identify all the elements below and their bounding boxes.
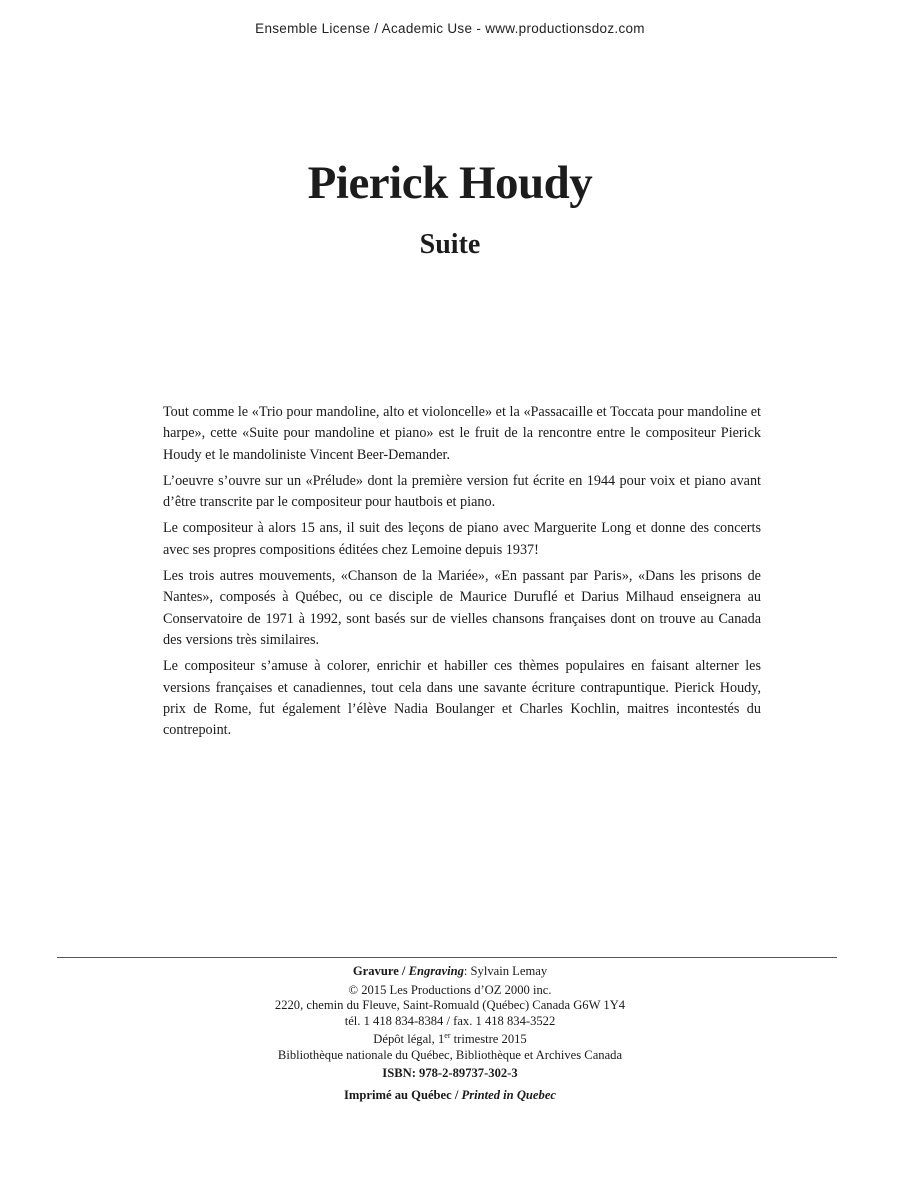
legal-deposit-text: Dépôt légal, 1 xyxy=(373,1032,445,1046)
libraries-line: Bibliothèque nationale du Québec, Bibliothèque et Archives Canada xyxy=(277,1047,623,1062)
publisher-address: 2220, chemin du Fleuve, Saint-Romuald (Québec) Canada G6W 1Y4 xyxy=(274,998,626,1012)
copyright-line: © 2015 Les Productions d’OZ 2000 inc. xyxy=(348,982,552,997)
intro-text xyxy=(163,402,761,746)
publisher-phone: tél. 1 418 834-8384 / fax. 1 418 834-3522 xyxy=(344,1013,556,1028)
intro-paragraph: Le compositeur s’amuse à colorer, enrichir et habiller ces thèmes populaires en faisant alterner les versions françaises et canadiennes, tout cela dans une savante écriture contrapuntique. Pierick Houdy, prix de Rome, fut également l’élève Nadia Boulanger et Charles Kochlin, maitres incontestés du contrepoint. xyxy=(163,658,761,739)
legal-deposit-quarter: trimestre 2015 xyxy=(450,1032,527,1046)
printed-label-fr: Imprimé au Québec / xyxy=(344,1087,462,1102)
intro-paragraph: Tout comme le «Trio pour mandoline, alto et violoncelle» et la «Passacaille et Toccata pour mandoline et harpe», cette «Suite pour mandoline et piano» est le fruit de la rencontre entre le compositeur Pierick Houdy et le mandoliniste Vincent Beer-Demander. xyxy=(163,404,761,463)
engraving-label-en: Engraving xyxy=(408,964,464,978)
engraving-credit xyxy=(0,964,900,980)
footer-divider xyxy=(57,957,837,958)
work-title: Suite xyxy=(419,229,481,260)
composer-name: Pierick Houdy xyxy=(307,157,593,209)
engraver-name: Sylvain Lemay xyxy=(470,964,548,978)
publication-credits xyxy=(0,964,900,1103)
license-notice: Ensemble License / Academic Use - www.productionsdoz.com xyxy=(255,21,645,36)
intro-paragraph: L’oeuvre s’ouvre sur un «Prélude» dont la première version fut écrite en 1944 pour voix et piano avant d’être transcrite par le compositeur pour hautbois et piano. xyxy=(163,472,761,511)
legal-deposit xyxy=(0,1032,900,1048)
intro-paragraph: Le compositeur à alors 15 ans, il suit des leçons de piano avec Marguerite Long et donne des concerts avec ses propres compositions éditées chez Lemoine depuis 1937! xyxy=(163,520,761,558)
printed-label-en: Printed in Quebec xyxy=(461,1087,556,1102)
intro-paragraph: Les trois autres mouvements, «Chanson de la Mariée», «En passant par Paris», «Dans les prisons de Nantes», composés à Québec, ou ce disciple de Maurice Duruflé et Darius Milhaud enseignera au Conservatoire de 1971 à 1992, sont basés sur de vielles chansons françaises dont on trouve au Canada des versions très similaires. xyxy=(163,568,761,648)
isbn: ISBN: 978-2-89737-302-3 xyxy=(382,1066,518,1080)
engraving-label-fr: Gravure / xyxy=(352,964,409,978)
printed-in xyxy=(0,1088,900,1104)
legal-deposit-superscript: er xyxy=(444,1031,451,1040)
engraving-separator: : xyxy=(463,964,471,978)
